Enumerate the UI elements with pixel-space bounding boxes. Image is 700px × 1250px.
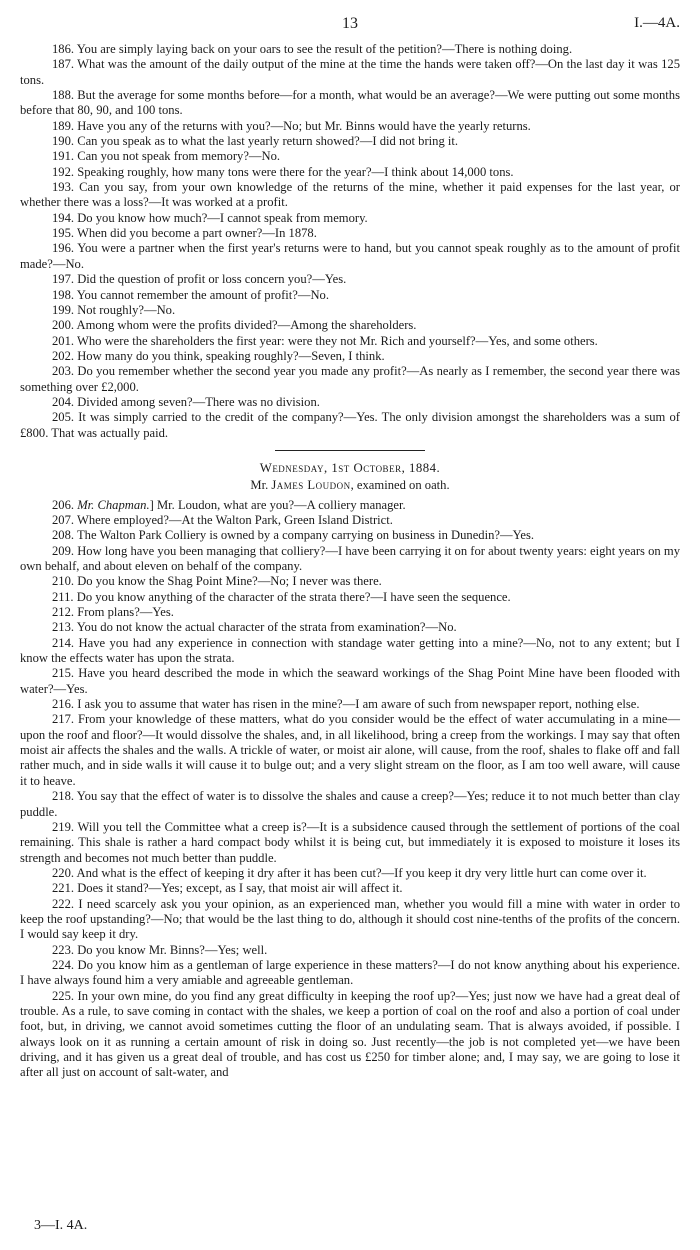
question-216: 216. I ask you to assume that water has risen in the mine?—I am aware of such from newspaper report, nothing else. <box>52 697 640 712</box>
question-196: 196. You were a partner when the first year's returns were to hand, but you cannot speak roughly as to the amount of profit made?—No. <box>20 241 680 271</box>
question-203: 203. Do you remember whether the second year you made any profit?—As nearly as I remember, the second year there was something over £2,000. <box>20 364 680 394</box>
question-195: 195. When did you become a part owner?—In 1878. <box>52 226 317 241</box>
question-211: 211. Do you know anything of the character of the strata there?—I have seen the sequence. <box>52 589 511 604</box>
question-194: 194. Do you know how much?—I cannot speak from memory. <box>52 210 368 225</box>
question-188: 188. But the average for some months before—for a month, what would be an average?—We were putting out some months before that 80, 90, and 100 tons. <box>20 88 680 118</box>
question-206-number: 206. <box>52 497 78 512</box>
question-215: 215. Have you heard described the mode in which the seaward workings of the Shag Point Mine have been flooded with water?—Yes. <box>20 666 680 696</box>
question-224: 224. Do you know him as a gentleman of large experience in these matters?—I do not know anything about his experience. I have always found him a very amiable and agreeable gentleman. <box>20 957 680 988</box>
question-222: 222. I need scarcely ask you your opinion, as an experienced man, whether you would fill a mine with water in order to keep the roof upstanding?—No; that would be the last thing to do, although it should cost nine-tenths of the profits of the concern. I would say keep it dry. <box>20 896 680 942</box>
witness-prefix: Mr. <box>250 478 272 493</box>
question-187: 187. What was the amount of the daily output of the mine at the time the hands were taken off?—On the last day it was 125 tons. <box>20 57 680 87</box>
question-214: 214. Have you had any experience in connection with standage water getting into a mine?—No, not to any extent; but I know the effects water has upon the strata. <box>20 635 680 666</box>
question-200: 200. Among whom were the profits divided?—Among the shareholders. <box>52 318 417 333</box>
section-divider <box>275 450 425 451</box>
signature-mark: 3—I. 4A. <box>34 1218 88 1233</box>
question-204: 204. Divided among seven?—There was no division. <box>52 394 320 409</box>
examiner-name: Mr. Chapman. <box>77 497 150 512</box>
question-221: 221. Does it stand?—Yes; except, as I say, that moist air will affect it. <box>52 881 403 896</box>
question-210: 210. Do you know the Shag Point Mine?—No; I never was there. <box>52 574 382 589</box>
question-212: 212. From plans?—Yes. <box>52 605 174 620</box>
question-207: 207. Where employed?—At the Walton Park, Green Island District. <box>52 512 393 527</box>
question-223: 223. Do you know Mr. Binns?—Yes; well. <box>52 942 268 957</box>
question-208: 208. The Walton Park Colliery is owned by a company carrying on business in Dunedin?—Yes. <box>52 528 535 543</box>
document-reference: I.—4A. <box>634 15 680 31</box>
evidence-block-1 <box>20 42 680 441</box>
question-202: 202. How many do you think, speaking roughly?—Seven, I think. <box>52 348 385 363</box>
question-213: 213. You do not know the actual character of the strata from examination?—No. <box>52 620 457 635</box>
question-191: 191. Can you not speak from memory?—No. <box>52 149 281 164</box>
question-206 <box>20 498 680 513</box>
page-number: 13 <box>342 15 358 32</box>
page-header <box>20 16 680 38</box>
question-193: 193. Can you say, from your own knowledge of the returns of the mine, whether it paid expenses for the last year, or whether there was a loss?—It was worked at a profit. <box>20 180 680 210</box>
question-201: 201. Who were the shareholders the first year: were they not Mr. Rich and yourself?—Yes, and some others. <box>52 333 598 348</box>
question-218: 218. You say that the effect of water is to dissolve the shales and cause a creep?—Yes; reduce it to not much better than clay puddle. <box>20 789 680 819</box>
question-199: 199. Not roughly?—No. <box>52 302 176 317</box>
question-190: 190. Can you speak as to what the last yearly return showed?—I did not bring it. <box>52 134 459 149</box>
witness-heading <box>20 478 680 493</box>
question-197: 197. Did the question of profit or loss concern you?—Yes. <box>52 272 347 287</box>
question-205: 205. It was simply carried to the credit of the company?—Yes. The only division amongst the shareholders was a sum of £800. That was actually paid. <box>20 410 680 440</box>
question-186: 186. You are simply laying back on your oars to see the result of the petition?—There is nothing doing. <box>52 42 573 56</box>
question-219: 219. Will you tell the Committee what a creep is?—It is a subsidence caused through the settlement of portions of the coal remaining. This shale is rather a hard compact body whilst it is being cut, but immediately it is exposed to moisture it loses its strength and becomes not much better than puddle. <box>20 819 680 865</box>
question-220: 220. And what is the effect of keeping it dry after it has been cut?—If you keep it dry very little hurt can come over it. <box>52 865 647 880</box>
question-217: 217. From your knowledge of these matters, what do you consider would be the effect of water accumulating in a mine—upon the roof and floor?—It would dissolve the shales, and, in all likelihood, bring a creep from the workings. I may say that often moist air affects the shales and the walls. A trickle of water, or moist air alone, will cause, from the roof, shales to flake off and fall rather much, and in side walls it will cause it to bulge out; and a very slight stream on the floor, as I am too well aware, will cause it to heave. <box>20 712 680 788</box>
question-225: 225. In your own mine, do you find any great difficulty in keeping the roof up?—Yes; just now we have had a great deal of trouble. As a rule, to save coming in contact with the shales, we keep a portion of coal on the roof and also a portion of coal under foot, but, in driving, we cannot avoid sometimes cutting the floor of an undulating seam. That is always avoided, if possible. I always look on it as running a certain amount of risk in doing so. Just recently—the job is not completed yet—we have been driving, and it has given us a great deal of trouble, and has cost us £250 for timber alone; and, I may say, we are going to lose it after all just on account of salt-water, and <box>20 988 680 1080</box>
evidence-block-2 <box>20 498 680 1081</box>
witness-name: James Loudon <box>271 478 351 493</box>
question-198: 198. You cannot remember the amount of profit?—No. <box>52 287 330 302</box>
session-date: Wednesday, 1st October, 1884. <box>259 460 441 475</box>
question-209: 209. How long have you been managing that colliery?—I have been carrying it on for about twenty years: eight years on my own behalf, and about eleven on behalf of the company. <box>20 543 680 573</box>
question-206-text: ] Mr. Loudon, what are you?—A colliery manager. <box>149 497 406 512</box>
question-189: 189. Have you any of the returns with you?—No; but Mr. Binns would have the yearly returns. <box>52 118 531 133</box>
witness-suffix: , examined on oath. <box>350 478 450 493</box>
question-192: 192. Speaking roughly, how many tons were there for the year?—I think about 14,000 tons. <box>52 164 514 179</box>
